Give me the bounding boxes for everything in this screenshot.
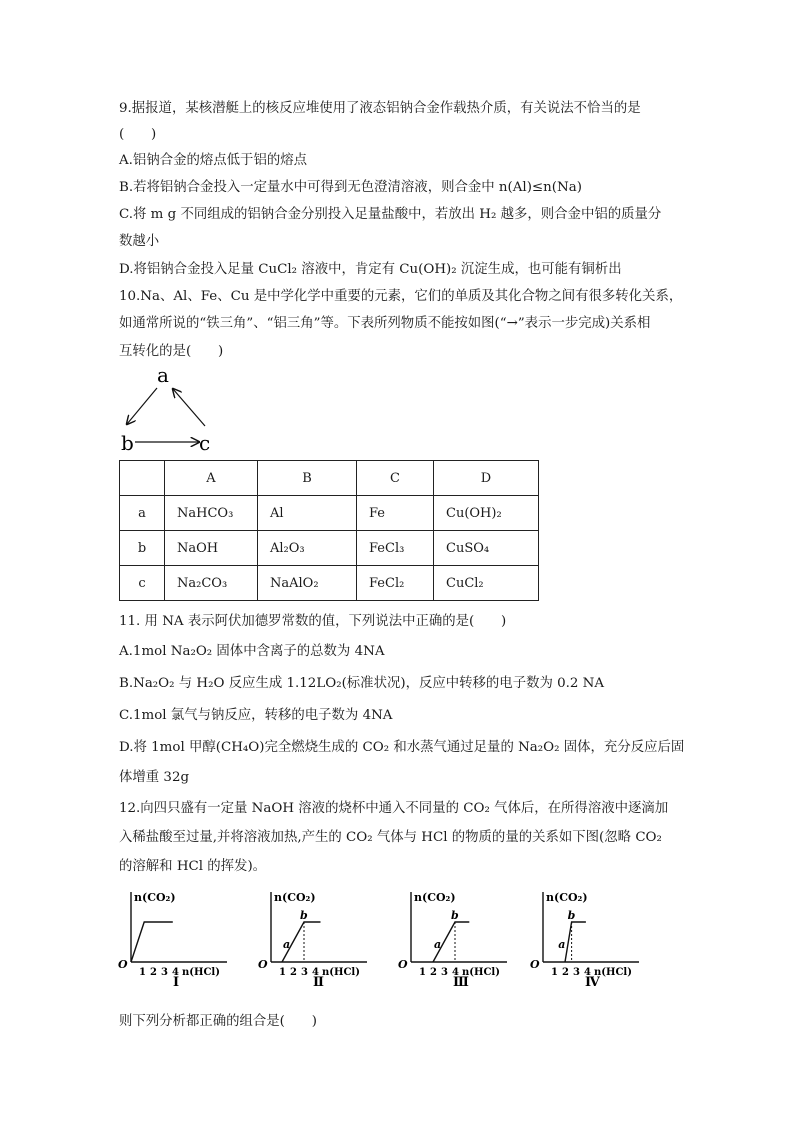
table-row <box>120 496 539 531</box>
origin-label: O <box>530 958 540 971</box>
q9-option-c-line2: 数越小 <box>119 234 160 249</box>
q11-option-b: B.Na₂O₂ 与 H₂O 反应生成 1.12LO₂(标准状况)，反应中转移的电子数为 0.2 NA <box>119 676 605 691</box>
x-tick-label: 3 <box>161 967 168 978</box>
table-cell: a <box>120 496 165 531</box>
diagram-label-c: c <box>199 431 211 455</box>
point-label-a: a <box>434 938 442 951</box>
x-axis-label: n(HCl) <box>182 967 220 978</box>
table-row <box>120 531 539 566</box>
table-cell: b <box>120 531 165 566</box>
q9-stem-line2: ( ) <box>119 127 157 142</box>
table-header-row <box>120 461 539 496</box>
q10-stem-line1: 10.Na、Al、Fe、Cu 是中学化学中重要的元素，它们的单质及其化合物之间有很多转化关系， <box>119 289 683 304</box>
diagram-label-a: a <box>157 363 169 387</box>
point-label-b: b <box>567 909 576 922</box>
table-header-cell: B <box>258 461 357 496</box>
series-line <box>131 922 173 962</box>
q11-option-d-line1: D.将 1mol 甲醇(CH₄O)完全燃烧生成的 CO₂ 和水蒸气通过足量的 Na₂O₂ 固体，充分反应后固 <box>119 740 685 755</box>
x-axis-label: n(HCl) <box>322 967 360 978</box>
x-tick-label: 2 <box>430 967 437 978</box>
q12-stem-line2: 入稀盐酸至过量,并将溶液加热,产生的 CO₂ 气体与 HCl 的物质的量的关系如下图(忽略 CO₂ <box>119 830 662 845</box>
table-cell: CuSO₄ <box>434 531 539 566</box>
q10-substance-table <box>119 460 539 601</box>
q9-option-a: A.铝钠合金的熔点低于铝的熔点 <box>119 153 308 168</box>
q12-stem-line1: 12.向四只盛有一定量 NaOH 溶液的烧杯中通入不同量的 CO₂ 气体后，在所得溶液中逐滴加 <box>119 801 669 816</box>
table-cell: NaHCO₃ <box>165 496 258 531</box>
graph-panel-4 <box>527 888 652 988</box>
q11-option-c: C.1mol 氯气与钠反应，转移的电子数为 4NA <box>119 708 393 723</box>
x-tick-label: 4 <box>452 967 459 978</box>
point-label-b: b <box>451 909 459 922</box>
origin-label: O <box>118 958 128 971</box>
x-tick-label: 4 <box>584 967 591 978</box>
q11-option-d-line2: 体增重 32g <box>119 770 190 785</box>
table-cell: Na₂CO₃ <box>165 566 258 601</box>
q12-stem-line3: 的溶解和 HCl 的挥发)。 <box>119 859 267 874</box>
y-axis-label: n(CO₂) <box>414 891 456 904</box>
x-tick-label: 4 <box>312 967 319 978</box>
panel-label: Ⅲ <box>453 975 469 988</box>
y-axis-label: n(CO₂) <box>546 891 588 904</box>
table-header-cell: C <box>357 461 434 496</box>
q9-stem-line1: 9.据报道，某核潜艇上的核反应堆使用了液态铝钠合金作载热介质，有关说法不恰当的是 <box>119 101 641 116</box>
point-label-a: a <box>283 938 291 951</box>
graph-panel-3 <box>395 888 515 988</box>
graph-panel-2 <box>255 888 375 988</box>
diagram-label-b: b <box>121 431 134 455</box>
table-cell: FeCl₃ <box>357 531 434 566</box>
q10-stem-line2: 如通常所说的“铁三角”、“铝三角”等。下表所列物质不能按如图(“→”表示一步完成)关系相 <box>119 316 651 331</box>
table-cell: Cu(OH)₂ <box>434 496 539 531</box>
panel-label: Ⅰ <box>173 975 180 988</box>
table-cell: NaOH <box>165 531 258 566</box>
conversion-triangle-diagram <box>117 362 227 458</box>
point-label-a: a <box>558 938 566 951</box>
table-header-cell: D <box>434 461 539 496</box>
q10-stem-line3: 互转化的是( ) <box>119 344 224 359</box>
table-cell: Al₂O₃ <box>258 531 357 566</box>
x-tick-label: 3 <box>301 967 308 978</box>
q9-option-d: D.将铝钠合金投入足量 CuCl₂ 溶液中，肯定有 Cu(OH)₂ 沉淀生成，也可能有铜析出 <box>119 262 622 277</box>
table-header-cell <box>120 461 165 496</box>
q9-option-c-line1: C.将 m g 不同组成的铝钠合金分别投入足量盐酸中，若放出 H₂ 越多，则合金中铝的质量分 <box>119 207 662 222</box>
x-tick-label: 2 <box>562 967 569 978</box>
x-tick-label: 1 <box>139 967 146 978</box>
q12-final-prompt: 则下列分析都正确的组合是( ) <box>119 1014 317 1029</box>
y-axis-label: n(CO₂) <box>274 891 316 904</box>
arrow-a-to-b <box>127 388 157 424</box>
x-tick-label: 3 <box>441 967 448 978</box>
y-axis-label: n(CO₂) <box>134 891 176 904</box>
origin-label: O <box>398 958 408 971</box>
series-line <box>565 922 586 962</box>
x-tick-label: 1 <box>419 967 426 978</box>
table-cell: FeCl₂ <box>357 566 434 601</box>
arrow-c-to-a <box>173 389 205 426</box>
x-tick-label: 2 <box>290 967 297 978</box>
panel-label: Ⅳ <box>585 975 600 988</box>
table-cell: CuCl₂ <box>434 566 539 601</box>
point-label-b: b <box>300 909 308 922</box>
x-tick-label: 2 <box>150 967 157 978</box>
q11-option-a: A.1mol Na₂O₂ 固体中含离子的总数为 4NA <box>119 644 385 659</box>
table-cell: Al <box>258 496 357 531</box>
graph-panel-1 <box>115 888 235 988</box>
table-cell: NaAlO₂ <box>258 566 357 601</box>
x-axis-label: n(HCl) <box>594 967 632 978</box>
table-cell: Fe <box>357 496 434 531</box>
table-cell: c <box>120 566 165 601</box>
x-tick-label: 1 <box>551 967 558 978</box>
table-row <box>120 566 539 601</box>
x-tick-label: 3 <box>573 967 580 978</box>
q11-stem: 11. 用 NA 表示阿伏加德罗常数的值，下列说法中正确的是( ) <box>119 614 507 629</box>
origin-label: O <box>258 958 268 971</box>
x-tick-label: 1 <box>279 967 286 978</box>
x-tick-label: 4 <box>172 967 179 978</box>
q9-option-b: B.若将铝钠合金投入一定量水中可得到无色澄清溶液，则合金中 n(Al)≤n(Na) <box>119 180 582 195</box>
table-header-cell: A <box>165 461 258 496</box>
x-axis-label: n(HCl) <box>462 967 500 978</box>
panel-label: Ⅱ <box>313 975 324 988</box>
